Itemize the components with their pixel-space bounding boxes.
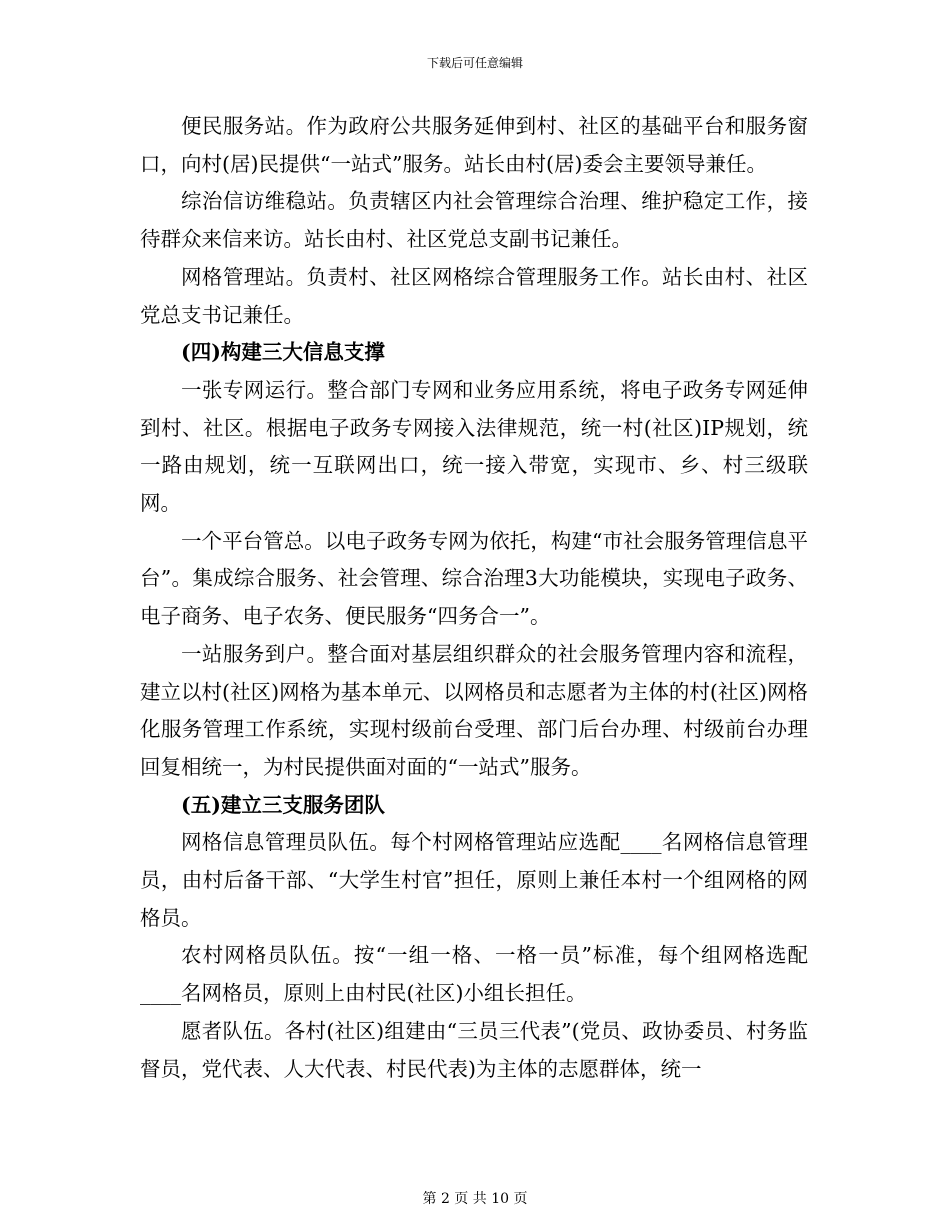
paragraph-rural-grid-team: 农村网格员队伍。按“一组一格、一格一员”标准，每个组网格选配____名网格员，原则上由村民(社区)小组长担任。: [140, 943, 808, 1006]
paragraph-zongzhi-station: 综治信访维稳站。负责辖区内社会管理综合治理、维护稳定工作，接待群众来信来访。站长由村、社区党总支副书记兼任。: [140, 189, 808, 252]
document-body: [140, 108, 808, 1088]
paragraph-grid-info-team: 网格信息管理员队伍。每个村网格管理站应选配____名网格信息管理员，由村后备干部、“大学生村官”担任，原则上兼任本村一个组网格的网格员。: [140, 830, 808, 930]
page-header: 下载后可任意编辑: [426, 56, 523, 70]
paragraph-one-platform: 一个平台管总。以电子政务专网为依托，构建“市社会服务管理信息平台”。集成综合服务、社会管理、综合治理3大功能模块，实现电子政务、电子商务、电子农务、便民服务“四务合一”。: [140, 528, 808, 629]
section-heading-5: (五)建立三支服务团队: [181, 792, 385, 817]
paragraph-grid-station: 网格管理站。负责村、社区网格综合管理服务工作。站长由村、社区党总支书记兼任。: [140, 264, 808, 327]
page-footer: 第 2 页 共 10 页: [422, 1191, 528, 1207]
section-heading-4: (四)构建三大信息支撑: [181, 340, 385, 365]
paragraph-bianmin-station: 便民服务站。作为政府公共服务延伸到村、社区的基础平台和服务窗口，向村(居)民提供“一站式”服务。站长由村(居)委会主要领导兼任。: [140, 114, 808, 176]
paragraph-one-stop: 一站服务到户。整合面对基层组织群众的社会服务管理内容和流程，建立以村(社区)网格为基本单元、以网格员和志愿者为主体的村(社区)网格化服务管理工作系统，实现村级前台受理、部门后台办理、村级前台办理回复相统一，为村民提供面对面的“一站式”服务。: [140, 641, 808, 779]
paragraph-one-network: 一张专网运行。整合部门专网和业务应用系统，将电子政务专网延伸到村、社区。根据电子政务专网接入法律规范，统一村(社区)IP规划，统一路由规划，统一互联网出口，统一接入带宽，实现市、乡、村三级联网。: [140, 377, 808, 516]
paragraph-volunteer-team: 愿者队伍。各村(社区)组建由“三员三代表”(党员、政协委员、村务监督员，党代表、人大代表、村民代表)为主体的志愿群体，统一: [140, 1018, 808, 1081]
